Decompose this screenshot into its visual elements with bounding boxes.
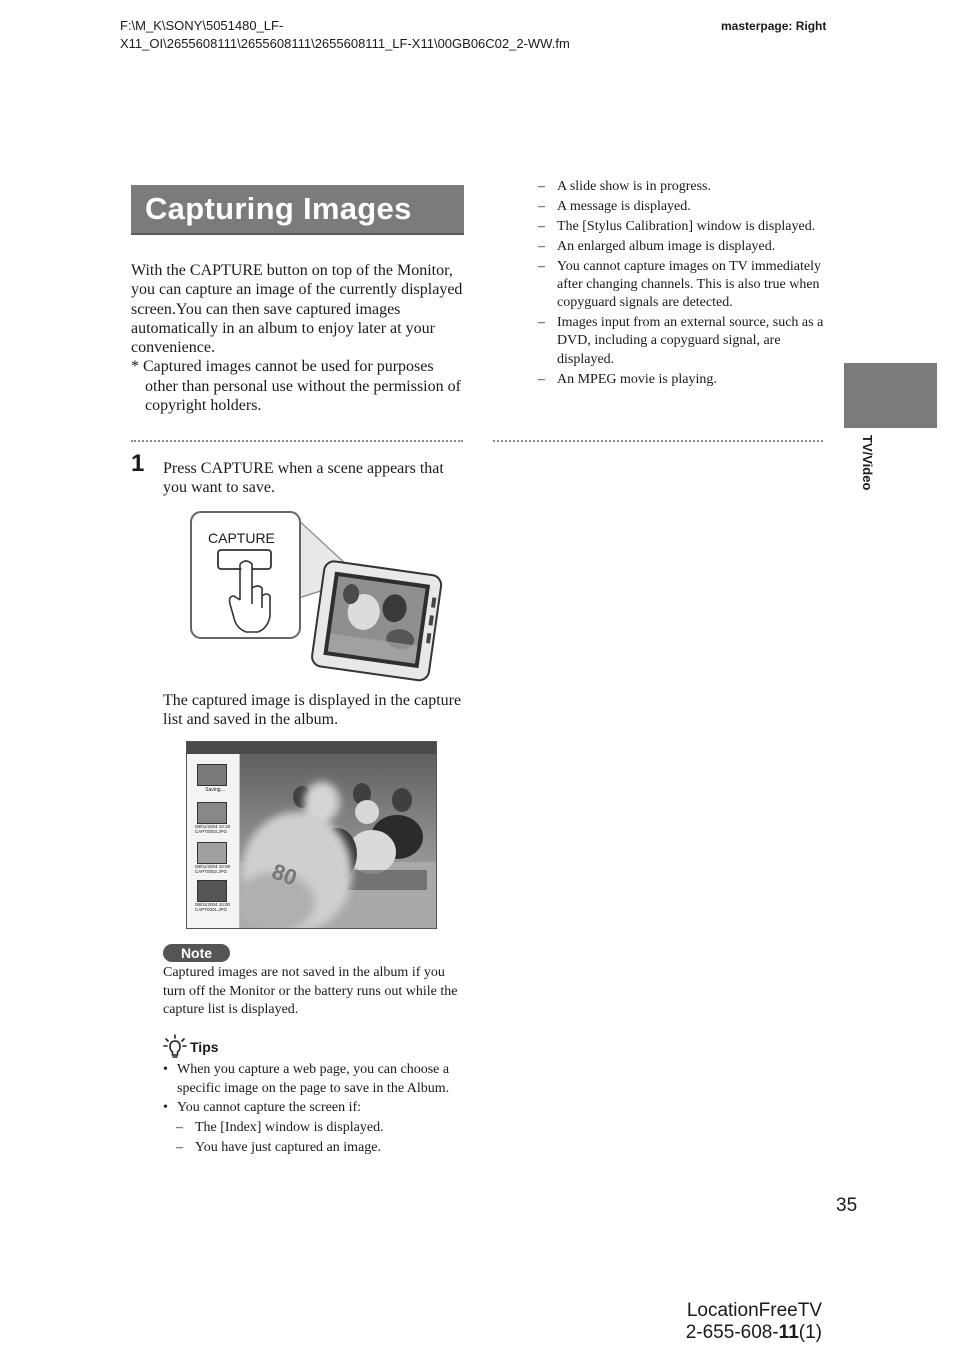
tip-item: • You cannot capture the screen if:: [163, 1099, 463, 1118]
jersey-number: 80: [268, 858, 301, 891]
condition-item: – You cannot capture images on TV immediately after changing channels. This is also true when copyguard signals are detected.: [538, 258, 828, 313]
capture-thumbnail: [197, 802, 227, 824]
condition-item: – The [Stylus Calibration] window is displayed.: [538, 218, 828, 236]
capture-item-file: CAPT0002.JPG: [195, 869, 228, 874]
tips-label: Tips: [190, 1039, 219, 1055]
page-title: Capturing Images: [145, 191, 412, 226]
capture-button-label: CAPTURE: [208, 530, 275, 546]
saving-label: Saving...: [205, 787, 225, 793]
capture-thumbnail: [197, 764, 227, 786]
condition-item: – An enlarged album image is displayed.: [538, 238, 828, 256]
capture-list-panel: [187, 754, 240, 929]
intro-paragraph: With the CAPTURE button on top of the Monitor, you can capture an image of the currently displayed screen.You can then save captured images automatically in an album to enjoy later at your convenience.: [131, 262, 463, 357]
product-name: LocationFreeTV: [686, 1300, 822, 1321]
step-number: 1: [131, 450, 145, 477]
condition-item: – A message is displayed.: [538, 198, 828, 216]
capture-item-date: 08/01/2004 10:00: [195, 902, 231, 907]
capture-item-file: CAPT0001.JPG: [195, 907, 228, 912]
capture-conditions-list: [538, 178, 828, 390]
page-number: 35: [836, 1195, 858, 1216]
dotted-divider-right: [493, 440, 823, 442]
copyright-footnote: * Captured images cannot be used for purposes other than personal use without the permission of copyright holders.: [131, 358, 461, 415]
capture-item-file: CAPT0003.JPG: [195, 829, 228, 834]
capture-thumbnail: [197, 880, 227, 902]
file-path-header: [120, 17, 680, 53]
file-path-line1: F:\M_K\SONY\5051480_LF-: [120, 18, 284, 33]
condition-item: – Images input from an external source, such as a DVD, including a copyguard signal, are displayed.: [538, 314, 828, 369]
capture-list-screen: [186, 741, 437, 929]
capture-result-text: The captured image is displayed in the capture list and saved in the album.: [163, 692, 462, 729]
footer-product-info: [686, 1300, 822, 1344]
capture-illustration: [188, 508, 446, 688]
tip-subitem: – You have just captured an image.: [163, 1138, 463, 1158]
product-code-prefix: 2-655-608-: [685, 1322, 779, 1343]
condition-item: – A slide show is in progress.: [538, 178, 828, 196]
step-text: Press CAPTURE when a scene appears that you want to save.: [163, 460, 444, 497]
lightbulb-icon: [163, 1034, 187, 1060]
capture-item-date: 08/01/2004 10:09: [195, 864, 231, 869]
note-badge: Note: [163, 944, 230, 962]
section-title-bar: [131, 185, 464, 235]
capture-item-date: 08/01/2004 10:18: [195, 824, 231, 829]
tip-item: • When you capture a web page, you can choose a specific image on the page to save in the Album.: [163, 1061, 463, 1098]
dotted-divider-left: [131, 440, 463, 442]
note-text: Captured images are not saved in the album if you turn off the Monitor or the battery runs out while the capture list is displayed.: [163, 965, 458, 1018]
tips-list: [163, 1061, 463, 1158]
intro-text: [131, 261, 466, 415]
product-code: [686, 1322, 822, 1344]
section-tab-label: TV/Video: [860, 435, 875, 491]
product-code-suffix: (1): [798, 1322, 822, 1343]
tip-subitem: – The [Index] window is displayed.: [163, 1118, 463, 1138]
condition-item: – An MPEG movie is playing.: [538, 371, 828, 389]
product-code-bold: 11: [778, 1322, 799, 1343]
file-path-line2: X11_OI\2655608111\2655608111\2655608111_LF-X11\00GB06C02_2-WW.fm: [120, 36, 570, 51]
masterpage-label: masterpage: Right: [721, 19, 827, 33]
capture-thumbnail: [197, 842, 227, 864]
section-tab: [844, 363, 937, 428]
